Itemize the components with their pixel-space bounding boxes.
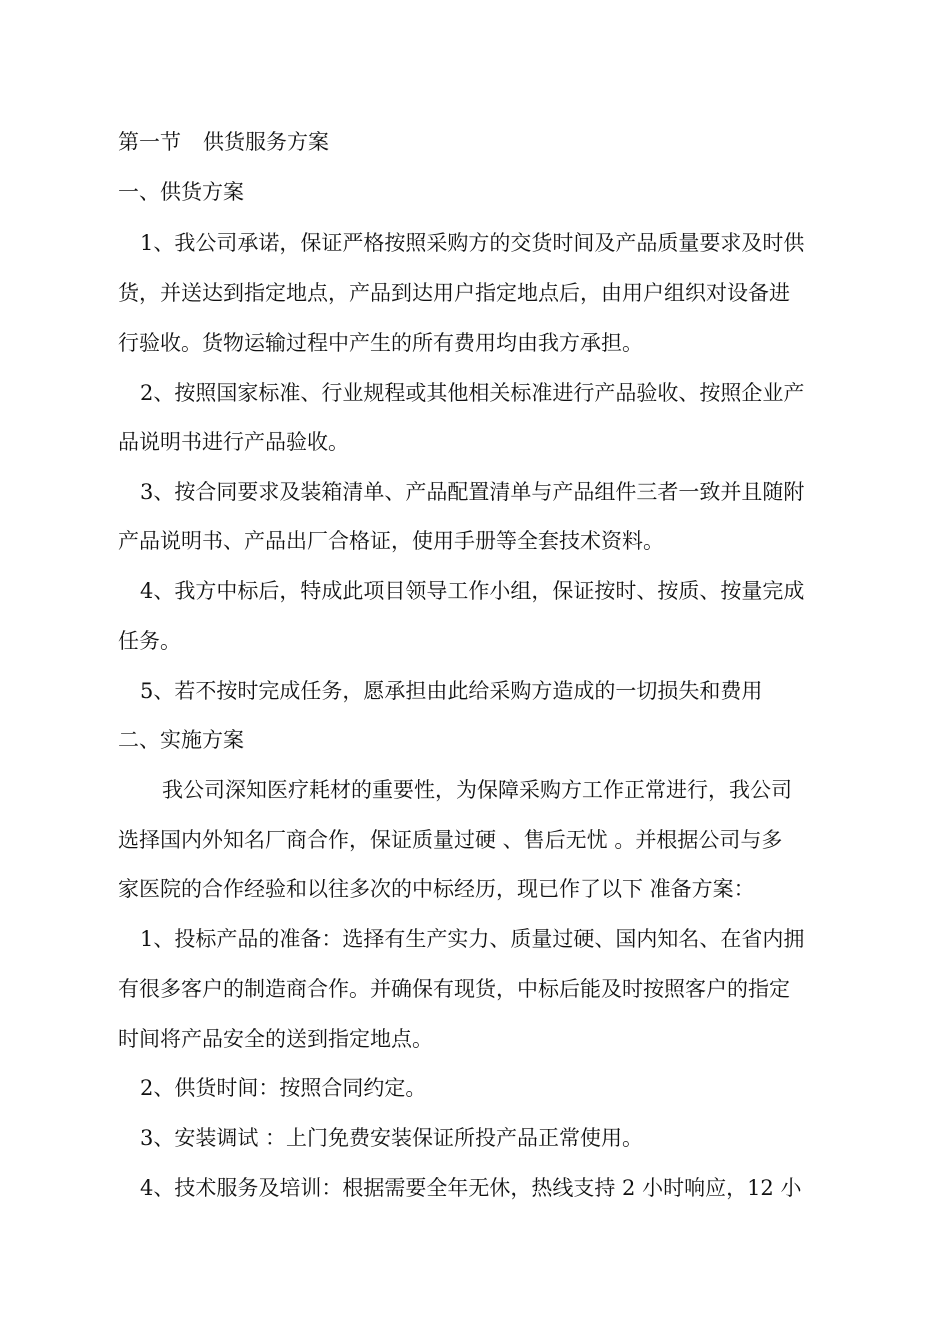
part2-item4: 4、技术服务及培训：根据需要全年无休，热线支持 2 小时响应，12 小 bbox=[140, 1176, 802, 1200]
part1-heading: 一、供货方案 bbox=[118, 180, 244, 204]
part1-item4-line1: 4、我方中标后，特成此项目领导工作小组，保证按时、按质、按量完成 bbox=[140, 579, 805, 603]
part1-item1-line3: 行验收。货物运输过程中产生的所有费用均由我方承担。 bbox=[118, 331, 643, 355]
part2-item3: 3、安装调试 ：上门免费安装保证所投产品正常使用。 bbox=[140, 1126, 644, 1150]
part1-item2-line2: 品说明书进行产品验收。 bbox=[118, 430, 349, 454]
section-number: 第一节 bbox=[118, 130, 181, 154]
part2-intro-line3: 家医院的合作经验和以往多次的中标经历，现已作了以下 准备方案： bbox=[118, 877, 755, 901]
section-name: 供货服务方案 bbox=[203, 130, 329, 154]
part1-item3-line2: 产品说明书、产品出厂合格证，使用手册等全套技术资料。 bbox=[118, 529, 664, 553]
part2-item2: 2、供货时间：按照合同约定。 bbox=[140, 1076, 427, 1100]
part1-item1-line1: 1、我公司承诺，保证严格按照采购方的交货时间及产品质量要求及时供 bbox=[140, 231, 805, 255]
part2-item1-line1: 1、投标产品的准备：选择有生产实力、质量过硬、国内知名、在省内拥 bbox=[140, 927, 805, 951]
part2-intro-line2: 选择国内外知名厂商合作，保证质量过硬 、售后无忧 。并根据公司与多 bbox=[118, 828, 783, 852]
part1-item5: 5、若不按时完成任务，愿承担由此给采购方造成的一切损失和费用 bbox=[140, 679, 763, 703]
part1-item3-line1: 3、按合同要求及装箱清单、产品配置清单与产品组件三者一致并且随附 bbox=[140, 480, 805, 504]
part2-intro-line1: 我公司深知医疗耗材的重要性，为保障采购方工作正常进行，我公司 bbox=[162, 778, 792, 802]
part1-item2-line1: 2、按照国家标准、行业规程或其他相关标准进行产品验收、按照企业产 bbox=[140, 381, 805, 405]
part1-item4-line2: 任务。 bbox=[118, 629, 181, 653]
part1-item1-line2: 货，并送达到指定地点，产品到达用户指定地点后，由用户组织对设备进 bbox=[118, 281, 790, 305]
part2-heading: 二、实施方案 bbox=[118, 728, 244, 752]
section-title bbox=[118, 127, 838, 157]
part2-item1-line2: 有很多客户的制造商合作。并确保有现货，中标后能及时按照客户的指定 bbox=[118, 977, 790, 1001]
part2-item1-line3: 时间将产品安全的送到指定地点。 bbox=[118, 1027, 433, 1051]
